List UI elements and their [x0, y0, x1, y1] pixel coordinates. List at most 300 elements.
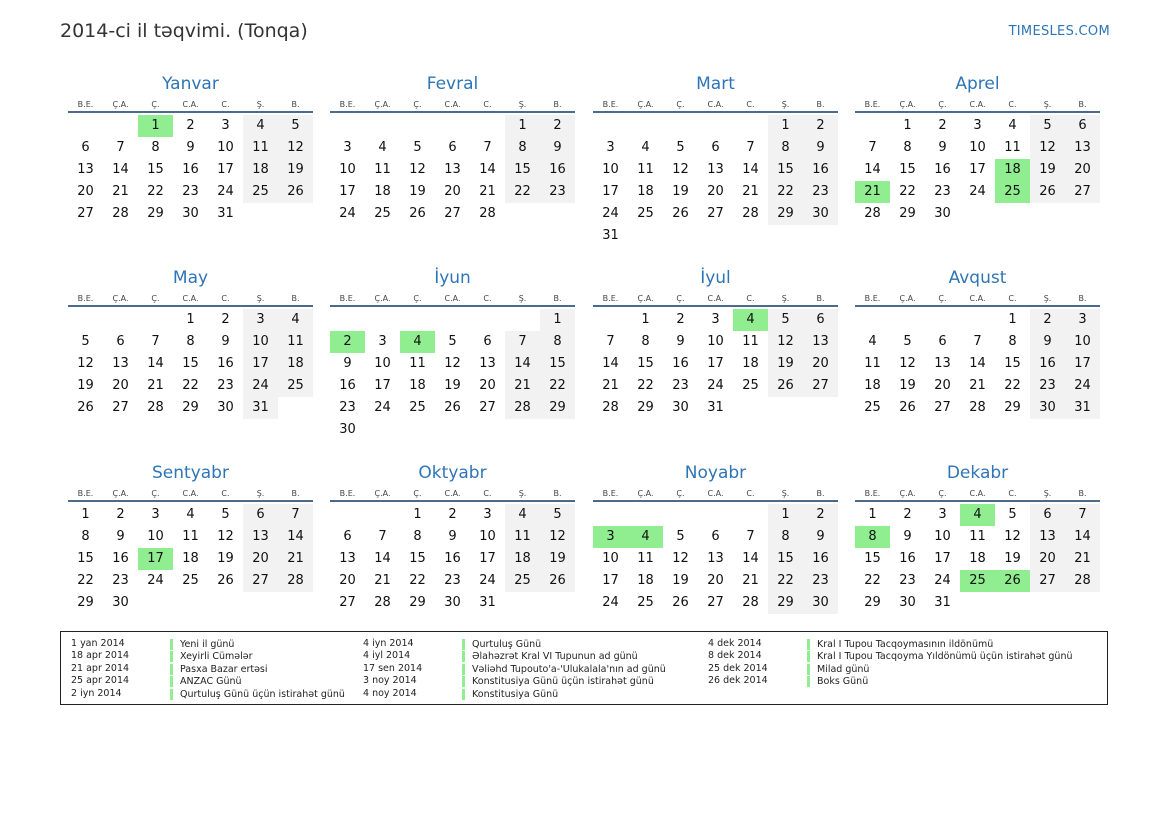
weekday-label: B. — [816, 100, 825, 109]
day-cell: 30 — [112, 595, 129, 610]
day-cell: 9 — [938, 140, 947, 155]
day-cell: 13 — [339, 551, 356, 566]
day-cell: 25 — [278, 375, 313, 397]
holiday-day-cell: 4 — [400, 331, 435, 353]
day-cell: 11 — [182, 529, 199, 544]
day-cell: 6 — [343, 529, 352, 544]
day-cell: 7 — [505, 331, 540, 353]
weekday-label: Ş. — [256, 294, 265, 303]
day-cell: 26 — [444, 400, 461, 415]
day-cell: 13 — [243, 526, 278, 548]
day-cell: 6 — [711, 529, 720, 544]
brand-link[interactable]: TIMESLES.COM — [1008, 24, 1110, 39]
day-cell: 22 — [147, 184, 164, 199]
day-cell: 26 — [768, 375, 803, 397]
weekday-label: Ç.A. — [899, 489, 916, 498]
day-cell: 10 — [243, 331, 278, 353]
day-cell: 6 — [243, 504, 278, 526]
holiday-day-cell: 21 — [855, 181, 890, 203]
holiday-day-cell: 18 — [995, 159, 1030, 181]
day-cell: 28 — [1065, 570, 1100, 592]
day-cell: 24 — [479, 573, 496, 588]
weekday-header — [68, 487, 313, 502]
empty-cell — [628, 115, 663, 137]
day-cell: 19 — [217, 551, 234, 566]
day-cell: 21 — [742, 573, 759, 588]
weekday-header — [330, 98, 575, 113]
day-cell: 30 — [899, 595, 916, 610]
day-cell: 27 — [479, 400, 496, 415]
weekday-label: B. — [553, 100, 562, 109]
day-cell: 6 — [81, 140, 90, 155]
day-cell: 5 — [676, 140, 685, 155]
day-cell: 28 — [112, 206, 129, 221]
holiday-name: Konstitusiya Günü — [462, 689, 558, 700]
day-cell: 5 — [413, 140, 422, 155]
day-cell: 16 — [934, 162, 951, 177]
day-cell: 16 — [803, 548, 838, 570]
day-cell: 31 — [707, 400, 724, 415]
holiday-date: 8 dek 2014 — [708, 650, 762, 662]
day-cell: 1 — [768, 504, 803, 526]
day-cell: 31 — [602, 228, 619, 243]
empty-cell — [470, 309, 505, 331]
day-cell: 22 — [768, 570, 803, 592]
empty-cell — [330, 309, 365, 331]
days-grid — [593, 504, 838, 614]
holiday-date: 4 noy 2014 — [363, 687, 417, 699]
day-cell: 1 — [186, 312, 195, 327]
holiday-name: Pasxa Bazar ertəsi — [170, 664, 268, 675]
day-cell: 18 — [637, 573, 654, 588]
weekday-header — [593, 98, 838, 113]
day-cell: 14 — [969, 356, 986, 371]
day-cell: 11 — [409, 356, 426, 371]
day-cell: 24 — [969, 184, 986, 199]
day-cell: 26 — [899, 400, 916, 415]
weekday-label: Ş. — [781, 489, 790, 498]
day-cell: 22 — [637, 378, 654, 393]
day-cell: 26 — [77, 400, 94, 415]
day-cell: 21 — [505, 375, 540, 397]
weekday-label: C.A. — [969, 294, 986, 303]
weekday-label: B.E. — [77, 489, 94, 498]
day-cell: 9 — [221, 334, 230, 349]
day-cell: 19 — [672, 573, 689, 588]
empty-cell — [593, 115, 628, 137]
weekday-header — [855, 487, 1100, 502]
day-cell: 23 — [899, 573, 916, 588]
day-cell: 20 — [1030, 548, 1065, 570]
weekday-label: Ç. — [676, 100, 685, 109]
holiday-day-cell: 4 — [960, 504, 995, 526]
day-cell: 13 — [707, 162, 724, 177]
weekday-header — [68, 98, 313, 113]
day-cell: 29 — [899, 206, 916, 221]
weekday-header — [68, 292, 313, 307]
day-cell: 21 — [1065, 548, 1100, 570]
empty-cell — [400, 309, 435, 331]
day-cell: 10 — [147, 529, 164, 544]
day-cell: 14 — [278, 526, 313, 548]
day-cell: 20 — [339, 573, 356, 588]
day-cell: 31 — [479, 595, 496, 610]
day-cell: 26 — [540, 570, 575, 592]
day-cell: 18 — [374, 184, 391, 199]
day-cell: 17 — [1065, 353, 1100, 375]
weekday-label: C.A. — [444, 294, 461, 303]
holiday-date: 17 sen 2014 — [363, 662, 423, 674]
day-cell: 23 — [540, 181, 575, 203]
day-cell: 19 — [672, 184, 689, 199]
weekday-label: Ç.A. — [637, 294, 654, 303]
day-cell: 3 — [973, 118, 982, 133]
weekday-label: C.A. — [444, 100, 461, 109]
day-cell: 4 — [868, 334, 877, 349]
weekday-label: Ç.A. — [637, 489, 654, 498]
weekday-label: B.E. — [864, 100, 881, 109]
weekday-label: Ş. — [1043, 294, 1052, 303]
holiday-name: Əlahəzrət Kral VI Tupunun ad günü — [462, 651, 638, 662]
day-cell: 28 — [479, 206, 496, 221]
holiday-date: 21 apr 2014 — [71, 662, 130, 674]
empty-cell — [663, 504, 698, 526]
empty-cell — [365, 309, 400, 331]
month-1 — [68, 72, 313, 225]
holiday-day-cell: 4 — [628, 526, 663, 548]
day-cell: 14 — [374, 551, 391, 566]
day-cell: 23 — [112, 573, 129, 588]
day-cell: 29 — [768, 203, 803, 225]
days-grid — [593, 309, 838, 419]
weekday-label: Ç.A. — [637, 100, 654, 109]
day-cell: 13 — [707, 551, 724, 566]
day-cell: 15 — [768, 159, 803, 181]
day-cell: 3 — [711, 312, 720, 327]
day-cell: 26 — [672, 595, 689, 610]
weekday-label: B. — [1078, 294, 1087, 303]
day-cell: 16 — [182, 162, 199, 177]
day-cell: 7 — [278, 504, 313, 526]
day-cell: 24 — [147, 573, 164, 588]
day-cell: 7 — [116, 140, 125, 155]
weekday-label: Ç. — [938, 489, 947, 498]
weekday-label: Ç.A. — [374, 100, 391, 109]
holiday-legend — [60, 631, 1108, 705]
day-cell: 9 — [540, 137, 575, 159]
weekday-label: Ş. — [518, 100, 527, 109]
holiday-name: Milad günü — [807, 664, 869, 675]
weekday-label: C. — [221, 489, 230, 498]
month-3 — [593, 72, 838, 247]
day-cell: 11 — [374, 162, 391, 177]
days-grid — [593, 115, 838, 247]
weekday-header — [593, 487, 838, 502]
days-grid — [330, 115, 575, 225]
holiday-date: 3 noy 2014 — [363, 675, 417, 687]
day-cell: 15 — [1004, 356, 1021, 371]
day-cell: 30 — [182, 206, 199, 221]
empty-cell — [698, 504, 733, 526]
day-cell: 3 — [221, 118, 230, 133]
day-cell: 6 — [1030, 504, 1065, 526]
day-cell: 28 — [969, 400, 986, 415]
weekday-label: Ç.A. — [899, 100, 916, 109]
day-cell: 25 — [243, 181, 278, 203]
weekday-label: B.E. — [339, 294, 356, 303]
day-cell: 25 — [637, 206, 654, 221]
day-cell: 29 — [77, 595, 94, 610]
day-cell: 5 — [676, 529, 685, 544]
day-cell: 13 — [934, 356, 951, 371]
day-cell: 28 — [374, 595, 391, 610]
day-cell: 26 — [672, 206, 689, 221]
day-cell: 20 — [243, 548, 278, 570]
weekday-label: C. — [746, 100, 755, 109]
day-cell: 20 — [1065, 159, 1100, 181]
day-cell: 13 — [479, 356, 496, 371]
day-cell: 5 — [768, 309, 803, 331]
day-cell: 12 — [77, 356, 94, 371]
holiday-day-cell: 17 — [138, 548, 173, 570]
day-cell: 21 — [278, 548, 313, 570]
day-cell: 24 — [602, 206, 619, 221]
weekday-label: B.E. — [339, 489, 356, 498]
day-cell: 27 — [707, 595, 724, 610]
day-cell: 11 — [243, 137, 278, 159]
day-cell: 11 — [637, 551, 654, 566]
weekday-label: B. — [1078, 489, 1087, 498]
day-cell: 3 — [243, 309, 278, 331]
day-cell: 27 — [707, 206, 724, 221]
day-cell: 28 — [742, 206, 759, 221]
weekday-label: Ş. — [518, 489, 527, 498]
day-cell: 30 — [672, 400, 689, 415]
month-name: Noyabr — [684, 463, 747, 483]
holiday-name: Vəliəhd Tupouto'a-'Ulukalala'nın ad günü — [462, 664, 666, 675]
day-cell: 22 — [505, 181, 540, 203]
day-cell: 2 — [803, 504, 838, 526]
day-cell: 9 — [676, 334, 685, 349]
day-cell: 11 — [637, 162, 654, 177]
holiday-day-cell: 3 — [593, 526, 628, 548]
day-cell: 7 — [1065, 504, 1100, 526]
day-cell: 15 — [409, 551, 426, 566]
weekday-label: C.A. — [182, 100, 199, 109]
day-cell: 25 — [374, 206, 391, 221]
day-cell: 31 — [934, 595, 951, 610]
day-cell: 23 — [444, 573, 461, 588]
weekday-label: C. — [221, 100, 230, 109]
day-cell: 16 — [540, 159, 575, 181]
day-cell: 13 — [77, 162, 94, 177]
day-cell: 10 — [602, 162, 619, 177]
weekday-label: B.E. — [339, 100, 356, 109]
day-cell: 29 — [182, 400, 199, 415]
day-cell: 30 — [803, 592, 838, 614]
day-cell: 9 — [803, 137, 838, 159]
day-cell: 5 — [81, 334, 90, 349]
weekday-header — [855, 98, 1100, 113]
weekday-label: B. — [291, 489, 300, 498]
day-cell: 8 — [186, 334, 195, 349]
day-cell: 3 — [606, 140, 615, 155]
day-cell: 19 — [444, 378, 461, 393]
day-cell: 10 — [1065, 331, 1100, 353]
weekday-label: Ş. — [781, 100, 790, 109]
day-cell: 31 — [1065, 397, 1100, 419]
day-cell: 18 — [409, 378, 426, 393]
day-cell: 25 — [637, 595, 654, 610]
day-cell: 27 — [243, 570, 278, 592]
weekday-label: Ş. — [256, 100, 265, 109]
day-cell: 21 — [147, 378, 164, 393]
day-cell: 2 — [938, 118, 947, 133]
day-cell: 22 — [540, 375, 575, 397]
day-cell: 3 — [378, 334, 387, 349]
day-cell: 17 — [934, 551, 951, 566]
day-cell: 1 — [413, 507, 422, 522]
day-cell: 5 — [221, 507, 230, 522]
day-cell: 29 — [864, 595, 881, 610]
weekday-label: C. — [1008, 489, 1017, 498]
day-cell: 14 — [147, 356, 164, 371]
holiday-name: Kral I Tupou Tacqoyma Yıldönümü üçün istirahət günü — [807, 651, 1073, 662]
weekday-label: B. — [291, 294, 300, 303]
days-grid — [330, 504, 575, 614]
day-cell: 20 — [77, 184, 94, 199]
month-7 — [593, 266, 838, 419]
day-cell: 12 — [1004, 529, 1021, 544]
day-cell: 30 — [803, 203, 838, 225]
holiday-name: Boks Günü — [807, 676, 868, 687]
day-cell: 25 — [182, 573, 199, 588]
day-cell: 1 — [81, 507, 90, 522]
day-cell: 28 — [864, 206, 881, 221]
day-cell: 17 — [479, 551, 496, 566]
day-cell: 12 — [409, 162, 426, 177]
day-cell: 9 — [116, 529, 125, 544]
weekday-label: Ş. — [1043, 100, 1052, 109]
empty-cell — [435, 115, 470, 137]
day-cell: 23 — [803, 570, 838, 592]
day-cell: 9 — [803, 526, 838, 548]
empty-cell — [400, 115, 435, 137]
weekday-label: B. — [816, 489, 825, 498]
day-cell: 12 — [444, 356, 461, 371]
day-cell: 6 — [938, 334, 947, 349]
holiday-name: Konstitusiya Günü üçün istirahət günü — [462, 676, 654, 687]
day-cell: 30 — [1030, 397, 1065, 419]
day-cell: 22 — [768, 181, 803, 203]
weekday-label: Ç.A. — [374, 489, 391, 498]
month-name: İyun — [434, 268, 471, 288]
month-2 — [330, 72, 575, 225]
day-cell: 5 — [1030, 115, 1065, 137]
day-cell: 30 — [339, 422, 356, 437]
day-cell: 15 — [899, 162, 916, 177]
holiday-date: 25 dek 2014 — [708, 662, 768, 674]
day-cell: 19 — [409, 184, 426, 199]
day-cell: 5 — [278, 115, 313, 137]
day-cell: 20 — [444, 184, 461, 199]
day-cell: 25 — [742, 378, 759, 393]
day-cell: 16 — [899, 551, 916, 566]
holiday-name: Yeni il günü — [170, 639, 234, 650]
day-cell: 29 — [540, 397, 575, 419]
day-cell: 14 — [742, 551, 759, 566]
day-cell: 7 — [746, 529, 755, 544]
day-cell: 15 — [182, 356, 199, 371]
day-cell: 21 — [374, 573, 391, 588]
day-cell: 3 — [483, 507, 492, 522]
day-cell: 15 — [768, 548, 803, 570]
weekday-label: C. — [1008, 294, 1017, 303]
empty-cell — [330, 115, 365, 137]
day-cell: 18 — [243, 159, 278, 181]
day-cell: 3 — [151, 507, 160, 522]
holiday-date: 4 iyl 2014 — [363, 650, 411, 662]
day-cell: 29 — [1004, 400, 1021, 415]
day-cell: 16 — [217, 356, 234, 371]
weekday-header — [330, 292, 575, 307]
days-grid — [855, 504, 1100, 614]
month-name: Avqust — [948, 268, 1007, 288]
month-name: Oktyabr — [418, 463, 487, 483]
day-cell: 26 — [278, 181, 313, 203]
day-cell: 7 — [868, 140, 877, 155]
day-cell: 3 — [938, 507, 947, 522]
holiday-date: 26 dek 2014 — [708, 675, 768, 687]
day-cell: 23 — [1030, 375, 1065, 397]
day-cell: 24 — [243, 375, 278, 397]
holiday-date: 18 apr 2014 — [71, 650, 130, 662]
day-cell: 19 — [77, 378, 94, 393]
day-cell: 9 — [903, 529, 912, 544]
empty-cell — [68, 115, 103, 137]
empty-cell — [365, 115, 400, 137]
day-cell: 27 — [934, 400, 951, 415]
day-cell: 15 — [147, 162, 164, 177]
day-cell: 7 — [151, 334, 160, 349]
day-cell: 1 — [903, 118, 912, 133]
weekday-label: B. — [816, 294, 825, 303]
day-cell: 12 — [540, 526, 575, 548]
empty-cell — [593, 309, 628, 331]
day-cell: 5 — [448, 334, 457, 349]
day-cell: 8 — [413, 529, 422, 544]
day-cell: 6 — [116, 334, 125, 349]
day-cell: 20 — [803, 353, 838, 375]
month-9 — [68, 461, 313, 614]
day-cell: 28 — [602, 400, 619, 415]
empty-cell — [505, 309, 540, 331]
day-cell: 6 — [711, 140, 720, 155]
day-cell: 21 — [742, 184, 759, 199]
day-cell: 29 — [637, 400, 654, 415]
day-cell: 8 — [505, 137, 540, 159]
empty-cell — [628, 504, 663, 526]
day-cell: 4 — [243, 115, 278, 137]
day-cell: 16 — [339, 378, 356, 393]
empty-cell — [855, 115, 890, 137]
day-cell: 27 — [339, 595, 356, 610]
month-11 — [593, 461, 838, 614]
day-cell: 17 — [602, 573, 619, 588]
weekday-label: C. — [1008, 100, 1017, 109]
day-cell: 24 — [934, 573, 951, 588]
day-cell: 11 — [278, 331, 313, 353]
